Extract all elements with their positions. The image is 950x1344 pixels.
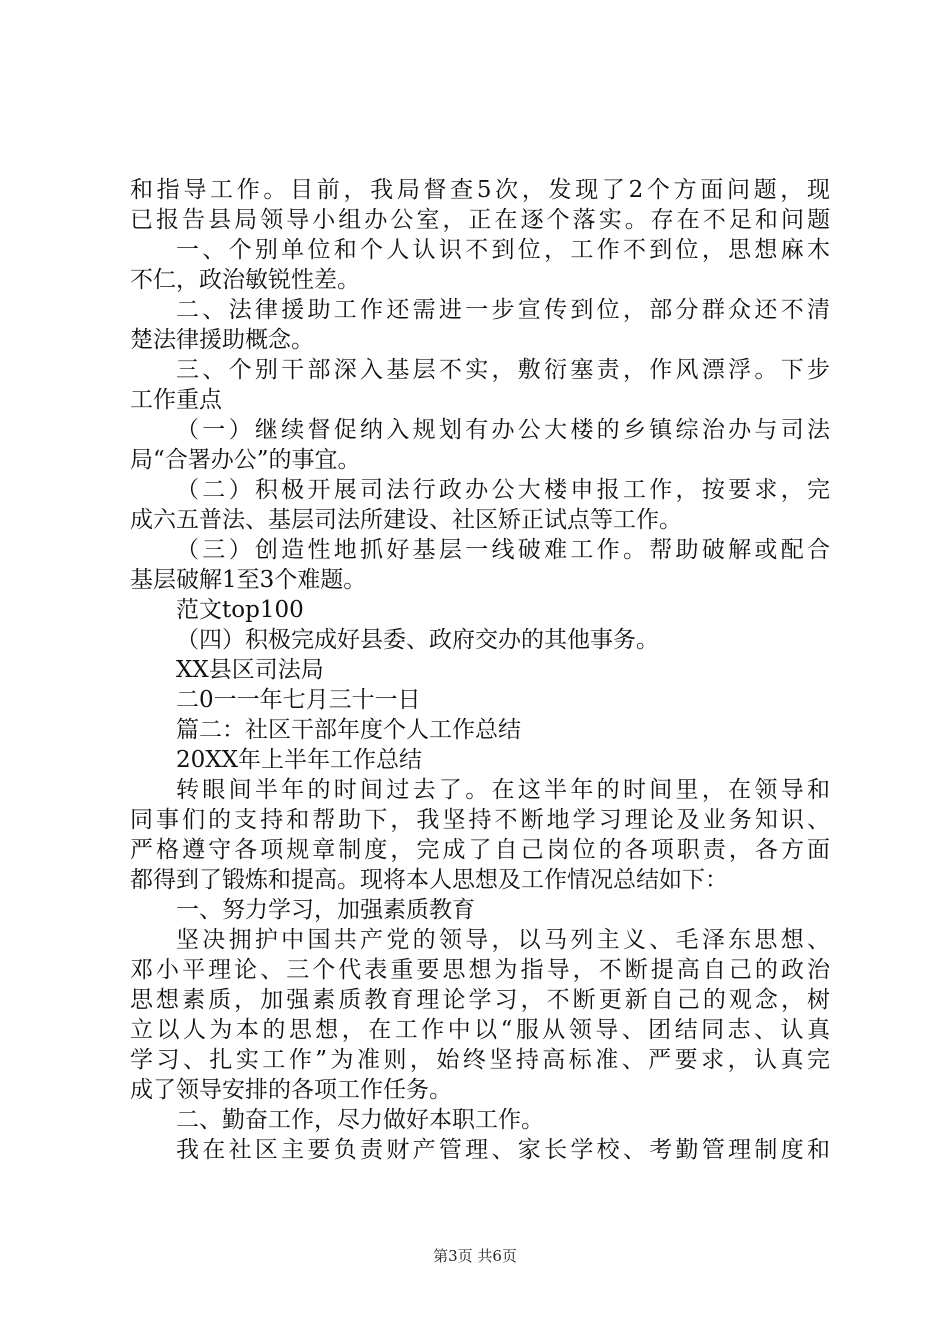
text-line: XX县区司法局 — [176, 657, 324, 683]
text-line: （三）创造性地抓好基层一线破难工作。帮助破解或配合 — [176, 537, 830, 563]
text-line: 20XX年上半年工作总结 — [176, 747, 423, 773]
text-line: 二、法律援助工作还需进一步宣传到位，部分群众还不清 — [176, 297, 830, 323]
text-line: 二0一一年七月三十一日 — [176, 687, 421, 713]
text-line: 立以人为本的思想，在工作中以“服从领导、团结同志、认真 — [130, 1017, 830, 1043]
text-line: 工作重点 — [130, 387, 222, 413]
page-footer: 第3页 共6页 — [433, 1247, 517, 1265]
text-line: 一、努力学习，加强素质教育 — [176, 897, 475, 923]
text-line: 同事们的支持和帮助下，我坚持不断地学习理论及业务知识、 — [130, 807, 830, 833]
text-line: 学习、扎实工作”为准则，始终坚持高标准、严要求，认真完 — [130, 1047, 830, 1073]
text-line: 严格遵守各项规章制度，完成了自己岗位的各项职责，各方面 — [130, 837, 830, 863]
text-line: 局“合署办公”的事宜。 — [130, 447, 361, 473]
text-line: 成六五普法、基层司法所建设、社区矫正试点等工作。 — [130, 507, 682, 533]
text-line: 成了领导安排的各项工作任务。 — [130, 1077, 452, 1103]
text-line: （四）积极完成好县委、政府交办的其他事务。 — [176, 627, 659, 653]
text-line: 楚法律援助概念。 — [130, 327, 314, 353]
text-line: 二、勤奋工作，尽力做好本职工作。 — [176, 1107, 544, 1133]
text-line: 和指导工作。目前，我局督查5次，发现了2个方面问题，现 — [130, 177, 830, 203]
text-line: 我在社区主要负责财产管理、家长学校、考勤管理制度和 — [176, 1137, 830, 1163]
text-line: 都得到了锻炼和提高。现将本人思想及工作情况总结如下： — [130, 867, 728, 893]
text-line: 邓小平理论、三个代表重要思想为指导，不断提高自己的政治 — [130, 957, 830, 983]
text-line: 思想素质，加强素质教育理论学习，不断更新自己的观念，树 — [130, 987, 830, 1013]
text-line: 转眼间半年的时间过去了。在这半年的时间里，在领导和 — [176, 777, 830, 803]
text-line: 已报告县局领导小组办公室，正在逐个落实。存在不足和问题 — [130, 207, 830, 233]
text-line: 坚决拥护中国共产党的领导，以马列主义、毛泽东思想、 — [176, 927, 830, 953]
text-line: 范文top100 — [176, 597, 304, 623]
text-line: 不仁，政治敏锐性差。 — [130, 267, 360, 293]
text-line: 三、个别干部深入基层不实，敷衍塞责，作风漂浮。下步 — [176, 357, 830, 383]
text-line: （二）积极开展司法行政办公大楼申报工作，按要求，完 — [176, 477, 830, 503]
document-body — [130, 175, 830, 1165]
text-line: 篇二：社区干部年度个人工作总结 — [176, 717, 521, 743]
text-line: 一、个别单位和个人认识不到位，工作不到位，思想麻木 — [176, 237, 830, 263]
text-line: （一）继续督促纳入规划有办公大楼的乡镇综治办与司法 — [176, 417, 830, 443]
text-line: 基层破解1至3个难题。 — [130, 567, 367, 593]
